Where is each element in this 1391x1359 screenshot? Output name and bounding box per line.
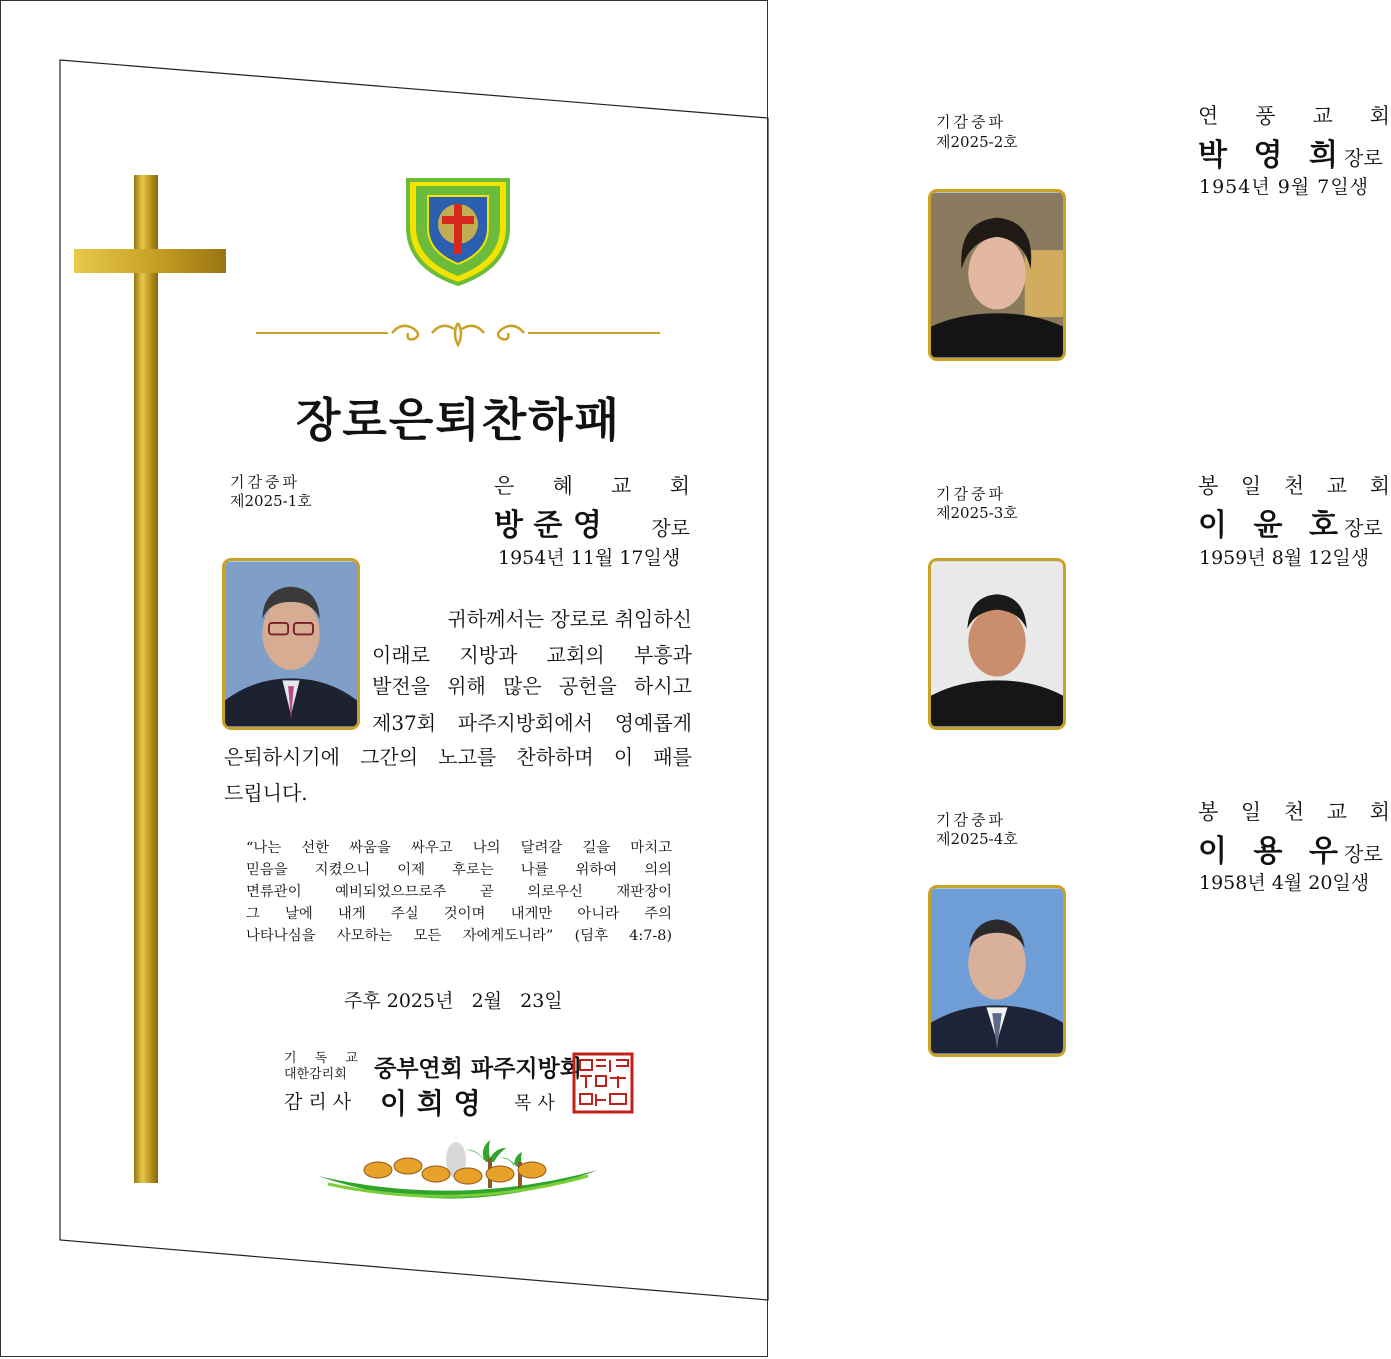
entry3-birth: 1959년 8월 12일생 (1199, 547, 1370, 569)
entry2-church (1198, 100, 1390, 130)
ornament-divider (256, 318, 660, 348)
entry3-church-char: 회 (1369, 474, 1390, 498)
plaque-title: 장로은퇴찬하패 (296, 393, 622, 447)
entry2-name-row (1198, 130, 1390, 174)
entry4-photo (928, 885, 1066, 1057)
entry3-church-char: 일 (1240, 474, 1262, 498)
church-name: 은 혜 교 회 (494, 474, 690, 498)
entry3-name-row (1198, 500, 1390, 544)
citation-line-6: 드립니다. (224, 781, 308, 805)
entry3-name (1198, 500, 1338, 544)
entry4-serial-number: 제2025-4호 (936, 830, 1018, 848)
entry2-birth: 1954년 9월 7일생 (1199, 176, 1370, 198)
entry2-serial-number: 제2025-2호 (936, 133, 1018, 151)
methodist-logo (398, 172, 518, 287)
entry4-church-char: 회 (1369, 800, 1390, 824)
entry4-title: 장로 (1344, 842, 1383, 866)
entry3-serial-prefix: 기감중파 (936, 485, 1006, 503)
citation-line-5: 은퇴하시기에 그간의 노고를 찬하하며 이 패를 (224, 745, 692, 769)
entry3-church (1198, 470, 1390, 500)
sheep-palm-decoration (318, 1132, 598, 1208)
entry4-church-char: 천 (1283, 800, 1305, 824)
elder-name-row (494, 500, 690, 544)
gold-cross (72, 175, 230, 1185)
entry3-photo (928, 558, 1066, 730)
verse-line-2: 믿음을 지켰으니 이제 후로는 나를 위하여 의의 (246, 862, 672, 878)
entry3-church-char: 봉 (1198, 474, 1219, 498)
entry2-church-char: 연 (1198, 104, 1219, 128)
signer-name: 이 희 영 (380, 1087, 481, 1120)
verse-line-4: 그 날에 내게 주실 것이며 내게만 아니라 주의 (246, 906, 672, 922)
entry2-church-char: 회 (1369, 104, 1390, 128)
entry2-serial-prefix: 기감중파 (936, 113, 1006, 131)
entry2-photo (928, 189, 1066, 361)
entry2-name-char: 희 (1309, 138, 1338, 173)
org-prefix-1: 기 독 교 (284, 1051, 365, 1066)
entry2-church-char: 풍 (1255, 104, 1276, 128)
serial-prefix: 기감중파 (230, 473, 300, 491)
entry2-title: 장로 (1344, 146, 1383, 170)
signer-title: 감리사 (284, 1091, 358, 1113)
entry4-church-char: 봉 (1198, 800, 1219, 824)
citation-line-3: 발전을 위해 많은 공헌을 하시고 (372, 674, 692, 698)
entry4-name (1198, 826, 1338, 870)
entry3-church-char: 교 (1326, 474, 1348, 498)
entry2-name-char: 영 (1253, 138, 1283, 173)
entry3-serial-number: 제2025-3호 (936, 504, 1018, 522)
entry4-church-char: 일 (1240, 800, 1262, 824)
entry4-serial-prefix: 기감중파 (936, 811, 1006, 829)
entry4-church (1198, 796, 1390, 826)
entry3-title: 장로 (1344, 516, 1383, 540)
entry4-name-row (1198, 826, 1390, 870)
entry2-name-char: 박 (1198, 138, 1227, 173)
elder-birth: 1954년 11월 17일생 (498, 547, 681, 569)
award-date: 주후 2025년 2월 23일 (344, 990, 563, 1012)
org-name: 중부연회 파주지방회 (374, 1056, 582, 1082)
entry2-church-char: 교 (1312, 104, 1333, 128)
entry4-church-char: 교 (1326, 800, 1348, 824)
entry4-name-char: 우 (1309, 834, 1338, 869)
org-prefix-2: 대한감리회 (284, 1067, 347, 1082)
entry4-name-char: 이 (1198, 834, 1227, 869)
verse-line-5: 나타나심을 사모하는 모든 자에게도니라” (딤후 4:7-8) (246, 928, 672, 944)
signer-suffix: 목사 (514, 1093, 561, 1114)
official-seal (572, 1052, 634, 1114)
entry3-name-char: 호 (1309, 508, 1338, 543)
elder-title: 장로 (651, 516, 690, 540)
serial-number: 제2025-1호 (230, 492, 312, 510)
entry4-birth: 1958년 4월 20일생 (1199, 872, 1370, 894)
elder-photo (222, 558, 360, 730)
entry2-name (1198, 130, 1338, 174)
entry3-name-char: 윤 (1253, 508, 1283, 543)
entry3-name-char: 이 (1198, 508, 1227, 543)
entry4-name-char: 용 (1253, 834, 1283, 869)
citation-line-4: 제37회 파주지방회에서 영예롭게 (372, 711, 692, 735)
citation-line-2: 이래로 지방과 교회의 부흥과 (372, 643, 692, 667)
verse-line-1: “나는 선한 싸움을 싸우고 나의 달려갈 길을 마치고 (246, 840, 672, 856)
citation-line-1: 귀하께서는 장로로 취임하신 (447, 607, 692, 631)
entry3-church-char: 천 (1283, 474, 1305, 498)
elder-name: 방 준 영 (494, 508, 602, 543)
verse-line-3: 면류관이 예비되었으므로주 곧 의로우신 재판장이 (246, 884, 672, 900)
